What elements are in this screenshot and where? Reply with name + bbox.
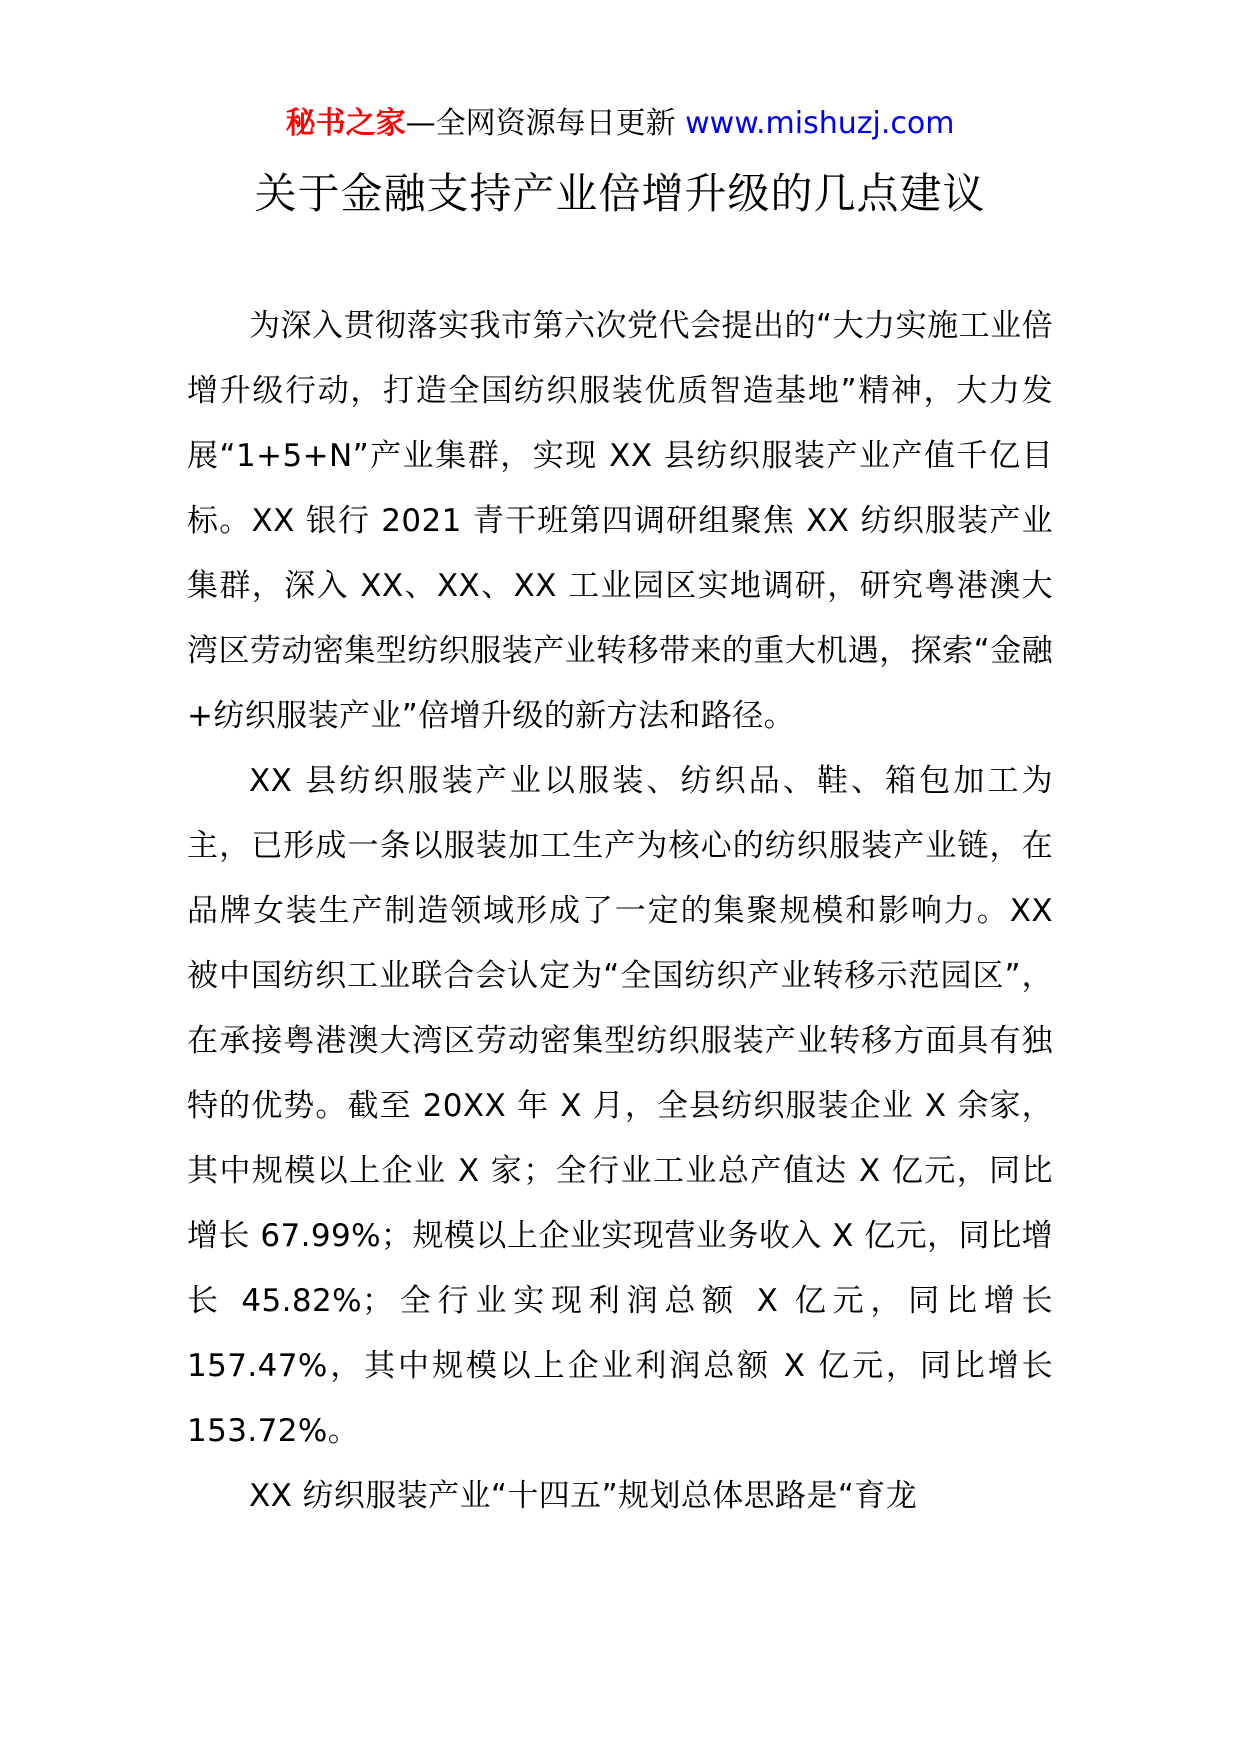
paragraph: 为深入贯彻落实我市第六次党代会提出的“大力实施工业倍增升级行动，打造全国纺织服装优质智造基地”精神，大力发展“1+5+N”产业集群，实现 XX 县纺织服装产业产值千亿目标。XX 银行 2021 青干班第四调研组聚焦 XX 纺织服装产业集群，深入 XX、XX、XX 工业园区实地调研，研究粤港澳大湾区劳动密集型纺织服装产业转移带来的重大机遇，探索“金融+纺织服装产业”倍增升级的新方法和路径。 xyxy=(187,308,1053,734)
paragraph: XX 纺织服装产业“十四五”规划总体思路是“育龙 xyxy=(249,1478,918,1514)
brand-name: 秘书之家 xyxy=(285,106,406,141)
header-tagline: —全网资源每日更新 xyxy=(405,106,676,141)
site-header xyxy=(0,104,1240,144)
site-url-link[interactable]: www.mishuzj.com xyxy=(685,106,955,141)
document-title: 关于金融支持产业倍增升级的几点建议 xyxy=(254,169,986,218)
paragraph: XX 县纺织服装产业以服装、纺织品、鞋、箱包加工为主，已形成一条以服装加工生产为核心的纺织服装产业链，在品牌女装生产制造领域形成了一定的集聚规模和影响力。XX 被中国纺织工业联合会认定为“全国纺织产业转移示范园区”，在承接粤港澳大湾区劳动密集型纺织服装产业转移方面具有独特的优势。截至 20XX 年 X 月，全县纺织服装企业 X 余家，其中规模以上企业 X 家；全行业工业总产值达 X 亿元，同比增长 67.99%；规模以上企业实现营业务收入 X 亿元，同比增长 45.82%；全行业实现利润总额 X 亿元，同比增长 157.47%，其中规模以上企业利润总额 X 亿元，同比增长 153.72%。 xyxy=(187,763,1053,1449)
document-body xyxy=(187,294,1053,1529)
